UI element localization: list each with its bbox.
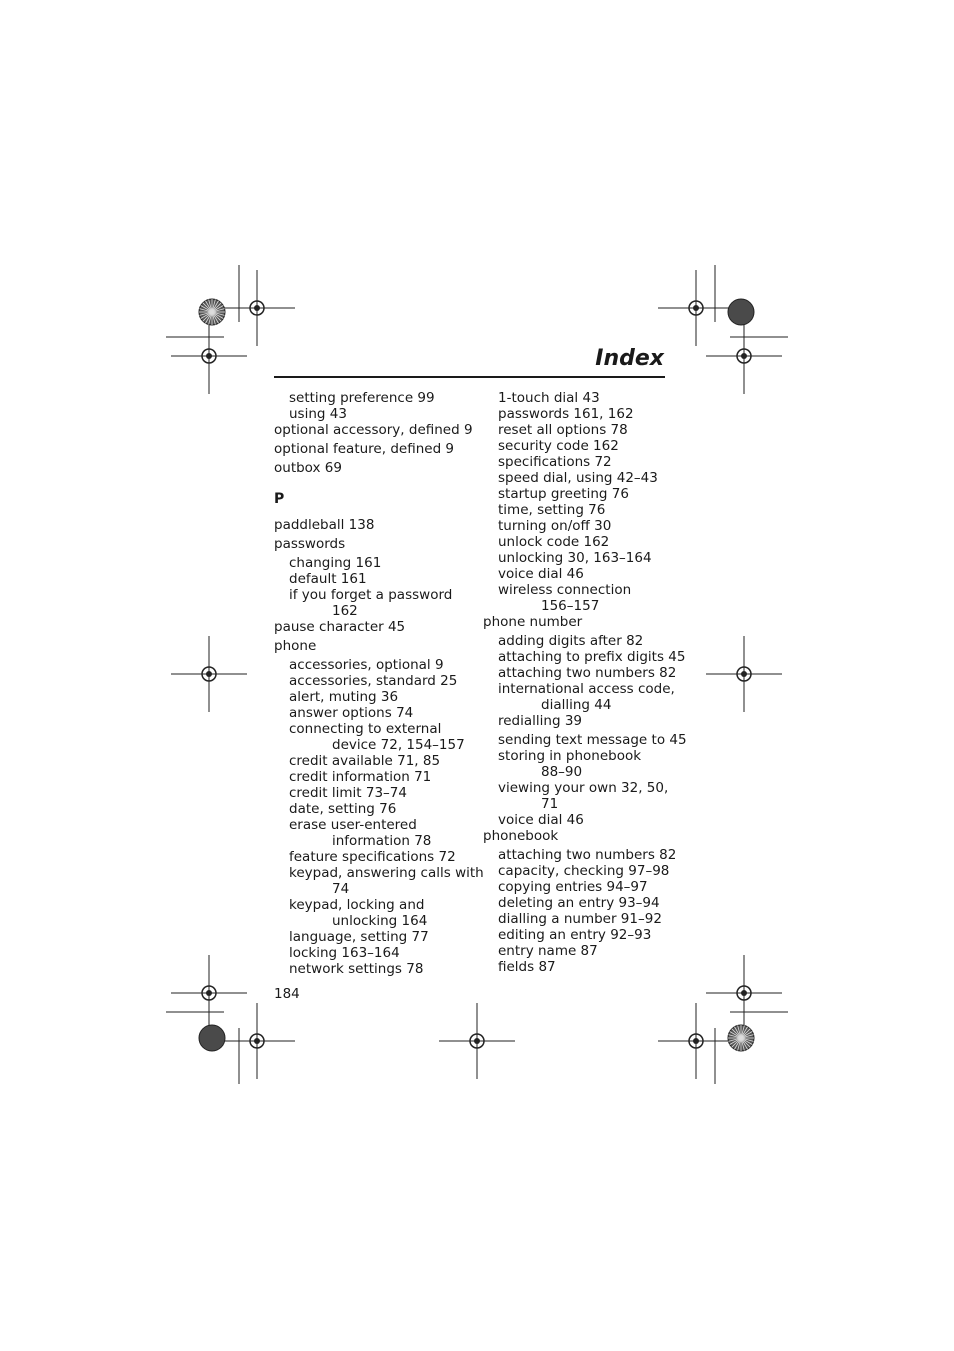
index-subentry: viewing your own 32, 50, (498, 780, 669, 796)
registration-mark-icon (658, 1003, 734, 1079)
index-subentry: locking 163–164 (289, 945, 400, 961)
index-subentry: unlocking 30, 163–164 (498, 550, 652, 566)
index-subentry: editing an entry 92–93 (498, 927, 652, 943)
index-subentry: startup greeting 76 (498, 486, 629, 502)
index-entry-continuation: information 78 (332, 833, 432, 849)
index-subentry: default 161 (289, 571, 367, 587)
page-title: Index (595, 346, 664, 371)
index-entry: passwords (274, 536, 346, 552)
index-subentry: attaching two numbers 82 (498, 665, 677, 681)
registration-mark-icon (706, 318, 782, 394)
index-subentry: connecting to external (289, 721, 442, 737)
index-entry-continuation: device 72, 154–157 (332, 737, 465, 753)
index-subentry: attaching two numbers 82 (498, 847, 677, 863)
registration-mark-icon (171, 955, 247, 1031)
index-subentry: fields 87 (498, 959, 556, 975)
index-entry: outbox 69 (274, 460, 342, 476)
index-subentry: turning on/off 30 (498, 518, 612, 534)
index-entry: optional feature, defined 9 (274, 441, 455, 457)
index-entry: optional accessory, defined 9 (274, 422, 473, 438)
index-subentry: sending text message to 45 (498, 732, 687, 748)
index-subentry: using 43 (289, 406, 347, 422)
index-subentry: unlock code 162 (498, 534, 610, 550)
index-subentry: setting preference 99 (289, 390, 435, 406)
density-target-icon (199, 1025, 225, 1051)
index-entry-continuation: 162 (332, 603, 358, 619)
index-subentry: erase user-entered (289, 817, 417, 833)
registration-mark-icon (171, 636, 247, 712)
index-subentry: alert, muting 36 (289, 689, 399, 705)
starburst-target-icon (199, 299, 225, 325)
index-subentry: changing 161 (289, 555, 382, 571)
index-subentry: answer options 74 (289, 705, 414, 721)
registration-mark-icon (219, 270, 295, 346)
index-subentry: time, setting 76 (498, 502, 606, 518)
index-subentry: voice dial 46 (498, 812, 584, 828)
index-subentry: 1-touch dial 43 (498, 390, 600, 406)
index-entry-continuation: 88–90 (541, 764, 583, 780)
index-entry-continuation: 156–157 (541, 598, 600, 614)
index-subentry: speed dial, using 42–43 (498, 470, 658, 486)
density-target-icon (728, 299, 754, 325)
index-subentry: date, setting 76 (289, 801, 397, 817)
index-subentry: copying entries 94–97 (498, 879, 648, 895)
index-subentry: reset all options 78 (498, 422, 628, 438)
index-subentry: deleting an entry 93–94 (498, 895, 660, 911)
index-subentry: adding digits after 82 (498, 633, 644, 649)
index-subentry: voice dial 46 (498, 566, 584, 582)
index-subentry: accessories, optional 9 (289, 657, 444, 673)
index-subentry: wireless connection (498, 582, 632, 598)
index-section-letter: P (274, 491, 285, 507)
index-entry-continuation: 74 (332, 881, 350, 897)
starburst-target-icon (728, 1025, 754, 1051)
index-subentry: entry name 87 (498, 943, 598, 959)
title-rule (274, 376, 665, 378)
index-entry-continuation: dialling 44 (541, 697, 612, 713)
registration-mark-icon (658, 270, 734, 346)
index-subentry: credit limit 73–74 (289, 785, 407, 801)
index-subentry: dialling a number 91–92 (498, 911, 662, 927)
index-subentry: accessories, standard 25 (289, 673, 458, 689)
index-column-left (274, 390, 484, 977)
index-subentry: storing in phonebook (498, 748, 642, 764)
index-subentry: international access code, (498, 681, 675, 697)
registration-mark-icon (439, 1003, 515, 1079)
index-subentry: if you forget a password (289, 587, 453, 603)
index-entry-continuation: 71 (541, 796, 559, 812)
index-entry: phone number (483, 614, 583, 630)
index-subentry: keypad, answering calls with (289, 865, 484, 881)
index-subentry: passwords 161, 162 (498, 406, 634, 422)
registration-mark-icon (706, 636, 782, 712)
index-entry: pause character 45 (274, 619, 406, 635)
index-entry: paddleball 138 (274, 517, 375, 533)
index-entry: phonebook (483, 828, 559, 844)
index-subentry: keypad, locking and (289, 897, 425, 913)
registration-mark-icon (171, 318, 247, 394)
registration-mark-icon (219, 1003, 295, 1079)
index-entry-continuation: unlocking 164 (332, 913, 428, 929)
index-subentry: redialling 39 (498, 713, 582, 729)
page-number: 184 (274, 986, 300, 1002)
index-subentry: network settings 78 (289, 961, 424, 977)
index-entry: phone (274, 638, 317, 654)
index-subentry: language, setting 77 (289, 929, 429, 945)
index-subentry: capacity, checking 97–98 (498, 863, 670, 879)
index-subentry: credit information 71 (289, 769, 432, 785)
registration-mark-icon (706, 955, 782, 1031)
index-subentry: security code 162 (498, 438, 619, 454)
index-subentry: feature specifications 72 (289, 849, 456, 865)
index-subentry: credit available 71, 85 (289, 753, 441, 769)
index-subentry: specifications 72 (498, 454, 612, 470)
index-subentry: attaching to prefix digits 45 (498, 649, 686, 665)
index-column-right (483, 390, 687, 975)
